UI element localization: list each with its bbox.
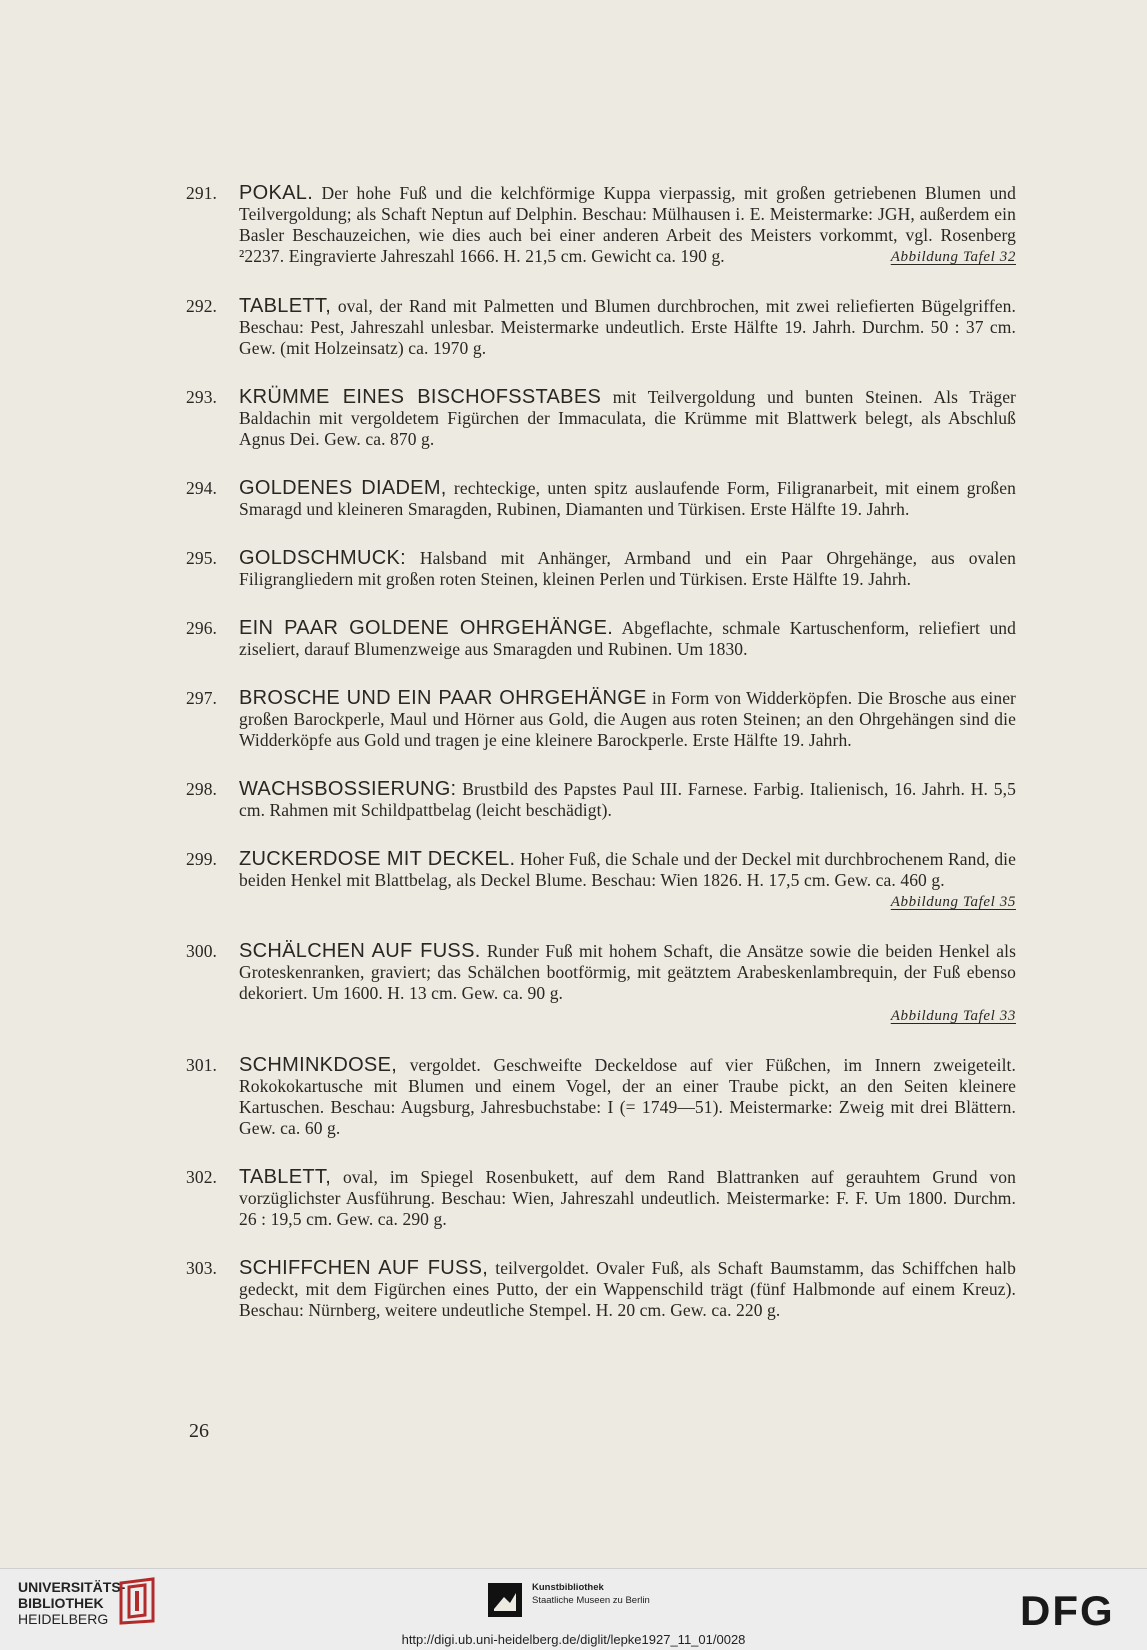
entry-text: rechteckige, unten spitz auslaufende Form, Filigranarbeit, mit einem großen Smaragd und kleineren Smaragden, Rubinen, Diamanten und Türkisen. Erste Hälfte 19. Jahrh. xyxy=(239,478,1016,519)
entry-title: ZUCKERDOSE MIT DECKEL. xyxy=(239,848,516,870)
catalog-entry xyxy=(186,296,1016,359)
entry-title: TABLETT, xyxy=(239,1166,332,1188)
footer-bar xyxy=(0,1568,1147,1650)
heidelberg-library-logo-icon xyxy=(115,1577,159,1625)
entry-text: Halsband mit Anhänger, Armband und ein Paar Ohrgehänge, aus ovalen Filigrangliedern mit großen roten Steinen, kleinen Perlen und Türkisen. Erste Hälfte 19. Jahrh. xyxy=(239,548,1016,589)
entry-text: vergoldet. Geschweifte Deckeldose auf vier Füßchen, im Innern zweigeteilt. Rokokokartusche mit Blumen und einem Vogel, der an einer Traube pickt, an den Seiten kleinere Kartuschen. Beschau: Augsburg, Jahresbuchstabe: I (= 1749—51). Meistermarke: Zweig mit drei Blättern. Gew. ca. 60 g. xyxy=(239,1055,1016,1138)
ub-line3: HEIDELBERG xyxy=(18,1611,109,1627)
entry-title: GOLDSCHMUCK: xyxy=(239,547,406,569)
entry-number: 297. xyxy=(186,688,218,708)
entry-text: Brustbild des Papstes Paul III. Farnese. Farbig. Italienisch, 16. Jahrh. H. 5,5 cm. Rahmen mit Schildpattbelag (leicht beschädigt). xyxy=(239,779,1016,820)
catalog-entry xyxy=(186,1258,1016,1321)
entry-title: POKAL. xyxy=(239,182,314,204)
entry-number: 291. xyxy=(186,183,218,203)
ub-line1: UNIVERSITÄTS- xyxy=(18,1579,126,1595)
entry-number: 296. xyxy=(186,618,218,638)
entry-title: TABLETT, xyxy=(239,295,332,317)
entry-title: GOLDENES DIADEM, xyxy=(239,477,447,499)
page-number: 26 xyxy=(189,1420,209,1442)
entry-title: BROSCHE UND EIN PAAR OHRGEHÄNGE xyxy=(239,687,647,709)
entry-number: 292. xyxy=(186,296,218,316)
entry-number: 294. xyxy=(186,478,218,498)
entry-number: 298. xyxy=(186,779,218,799)
entry-text: mit Teilvergoldung und bunten Steinen. Als Träger Baldachin mit vergoldetem Figürchen der Immaculata, die Krümme mit Blattwerk belegt, als Abschluß Agnus Dei. Gew. ca. 870 g. xyxy=(239,387,1016,449)
entry-number: 293. xyxy=(186,387,218,407)
entry-title: EIN PAAR GOLDENE OHRGEHÄNGE. xyxy=(239,617,614,639)
catalog-entry xyxy=(186,618,1016,660)
entry-number: 303. xyxy=(186,1258,218,1278)
plate-reference[interactable]: Abbildung Tafel 33 xyxy=(890,1008,1016,1024)
kunstbibliothek-logo-icon xyxy=(488,1583,522,1617)
entry-number: 300. xyxy=(186,941,218,961)
entry-text: teilvergoldet. Ovaler Fuß, als Schaft Baumstamm, das Schiffchen halb gedeckt, mit dem Figürchen eines Putto, der ein Wappenschild trägt (fünf Halbmonde auf einem Kreuz). Beschau: Nürnberg, weitere undeutliche Stempel. H. 20 cm. Gew. ca. 220 g. xyxy=(239,1258,1016,1320)
kunstbibliothek-text[interactable] xyxy=(532,1581,650,1607)
entry-text: Abgeflachte, schmale Kartuschenform, reliefiert und ziseliert, darauf Blumenzweige aus Smaragden und Rubinen. Um 1830. xyxy=(239,618,1016,659)
entry-title: SCHIFFCHEN AUF FUSS, xyxy=(239,1257,489,1279)
catalog-entry xyxy=(186,183,1016,268)
plate-reference[interactable]: Abbildung Tafel 35 xyxy=(890,894,1016,910)
permalink-url[interactable]: http://digi.ub.uni-heidelberg.de/diglit/lepke1927_11_01/0028 xyxy=(401,1632,746,1647)
entry-number: 301. xyxy=(186,1055,218,1075)
kb-line2: Staatliche Museen zu Berlin xyxy=(532,1595,650,1606)
entry-text: Der hohe Fuß und die kelchförmige Kuppa vierpassig, mit großen getriebenen Blumen und Teilvergoldung; als Schaft Neptun auf Delphin. Beschau: Mülhausen i. E. Meistermarke: JGH, außerdem ein Basler Beschauzeichen, wie dies auch bei einer anderen Arbeit des Meisters vorkommt, vgl. Rosenberg ²2237. Eingravierte Jahreszahl 1666. H. 21,5 cm. Gewicht ca. 190 g. xyxy=(239,183,1016,266)
entry-text: oval, im Spiegel Rosenbukett, auf dem Rand Blattranken auf gerauhtem Grund von vorzüglichster Ausführung. Beschau: Wien, Jahreszahl undeutlich. Meistermarke: F. F. Um 1800. Durchm. 26 : 19,5 cm. Gew. ca. 290 g. xyxy=(239,1167,1016,1229)
entry-number: 295. xyxy=(186,548,218,568)
catalog-entry xyxy=(186,478,1016,520)
entry-title: SCHMINKDOSE, xyxy=(239,1054,398,1076)
catalog-entry xyxy=(186,688,1016,751)
catalog-entry xyxy=(186,941,1016,1027)
entry-title: WACHSBOSSIERUNG: xyxy=(239,778,457,800)
plate-reference[interactable]: Abbildung Tafel 32 xyxy=(890,249,1016,265)
entry-text: Runder Fuß mit hohem Schaft, die Ansätze sowie die beiden Henkel als Groteskenranken, graviert; das Schälchen bootförmig, mit geätztem Arabeskenlambrequin, der Fuß ebenso dekoriert. Um 1600. H. 13 cm. Gew. ca. 90 g. xyxy=(239,941,1016,1003)
kb-line1: Kunstbibliothek xyxy=(532,1582,604,1593)
entry-text: in Form von Widderköpfen. Die Brosche aus einer großen Barockperle, Maul und Hörner aus Gold, die Augen aus roten Steinen; an den Ohrgehängen sind die Widderköpfe aus Gold und tragen je eine kleinere Barockperle. Erste Hälfte 19. Jahrh. xyxy=(239,688,1016,750)
plate-reference-line xyxy=(239,1004,1016,1027)
entry-text: oval, der Rand mit Palmetten und Blumen durchbrochen, mit zwei reliefierten Bügelgriffen. Beschau: Pest, Jahreszahl unlesbar. Meistermarke undeutlich. Erste Hälfte 19. Jahrh. Durchm. 50 : 37 cm. Gew. (mit Holzeinsatz) ca. 1970 g. xyxy=(239,296,1016,358)
catalog-entry xyxy=(186,779,1016,821)
entry-title: KRÜMME EINES BISCHOFSSTABES xyxy=(239,386,602,408)
catalog-entry xyxy=(186,1167,1016,1230)
ub-line2: BIBLIOTHEK xyxy=(18,1595,104,1611)
entry-number: 302. xyxy=(186,1167,218,1187)
heidelberg-library-logo-text[interactable] xyxy=(18,1579,125,1627)
dfg-logo[interactable]: DFG xyxy=(1020,1587,1115,1634)
catalog-entry xyxy=(186,849,1016,913)
catalog-entries xyxy=(186,183,1016,1349)
entry-number: 299. xyxy=(186,849,218,869)
catalog-entry xyxy=(186,1055,1016,1139)
entry-text: Hoher Fuß, die Schale und der Deckel mit durchbrochenem Rand, die beiden Henkel mit Blattbelag, als Deckel Blume. Beschau: Wien 1826. H. 17,5 cm. Gew. ca. 460 g. xyxy=(239,849,1017,890)
catalog-entry xyxy=(186,548,1016,590)
entry-title: SCHÄLCHEN AUF FUSS. xyxy=(239,940,481,962)
catalog-entry xyxy=(186,387,1016,450)
